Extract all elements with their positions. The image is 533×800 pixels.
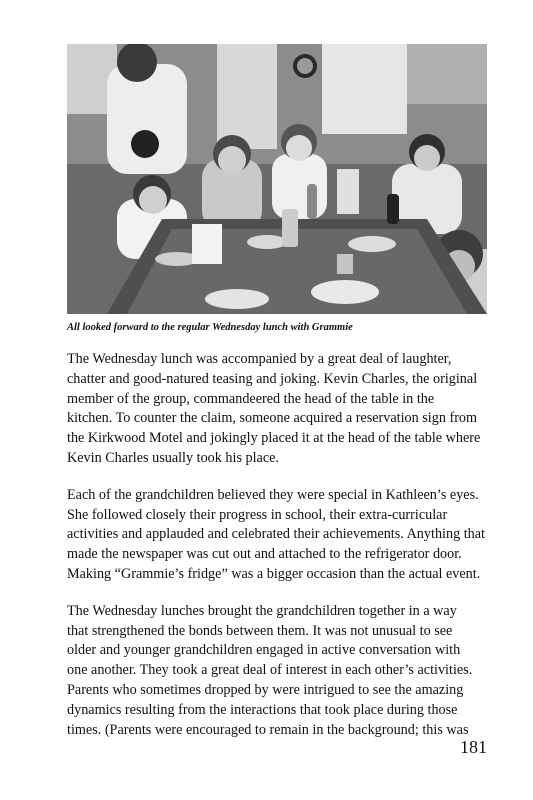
lunch-photo-illustration (67, 44, 487, 314)
text-line: that strengthened the bonds between them. It was not unusual to see (67, 622, 453, 639)
text-line: chatter and good-natured teasing and joking. Kevin Charles, the original (67, 370, 478, 387)
paragraph (67, 350, 485, 469)
text-line: made the newspaper was cut out and attached to the refrigerator door. (67, 546, 462, 563)
text-line: The Wednesday lunch was accompanied by a great deal of laughter, (67, 351, 452, 367)
text-line: The Wednesday lunches brought the grandchildren together in a way (67, 602, 457, 619)
photo-caption: All looked forward to the regular Wednesday lunch with Grammie (67, 322, 353, 333)
text-line: Kevin Charles usually took his place. (67, 449, 279, 466)
text-line: Making “Grammie’s fridge” was a bigger occasion than the actual event. (67, 565, 481, 582)
text-line: member of the group, commandeered the head of the table in the (67, 390, 435, 407)
text-line: kitchen. To counter the claim, someone acquired a reservation sign from (67, 410, 478, 427)
text-line: Parents who sometimes dropped by were intrigued to see the amazing (67, 681, 464, 698)
paragraph (67, 486, 485, 585)
text-line: the Kirkwood Motel and jokingly placed it at the head of the table where (67, 430, 481, 447)
text-line: one another. They took a great deal of interest in each other’s activities. (67, 662, 473, 679)
page-number: 181 (460, 737, 487, 757)
text-line: activities and applauded and celebrated their achievements. Anything that (67, 526, 485, 543)
text-line: times. (Parents were encouraged to remain in the background; this was (67, 721, 469, 738)
paragraph (67, 602, 485, 741)
text-line: Each of the grandchildren believed they were special in Kathleen’s eyes. (67, 486, 479, 503)
text-line: She followed closely their progress in school, their extra-curricular (67, 506, 448, 523)
body-text (67, 350, 485, 757)
lunch-photo (67, 44, 487, 314)
text-line: older and younger grandchildren engaged in active conversation with (67, 642, 461, 659)
text-line: dynamics resulting from the interactions that took place during those (67, 701, 458, 718)
